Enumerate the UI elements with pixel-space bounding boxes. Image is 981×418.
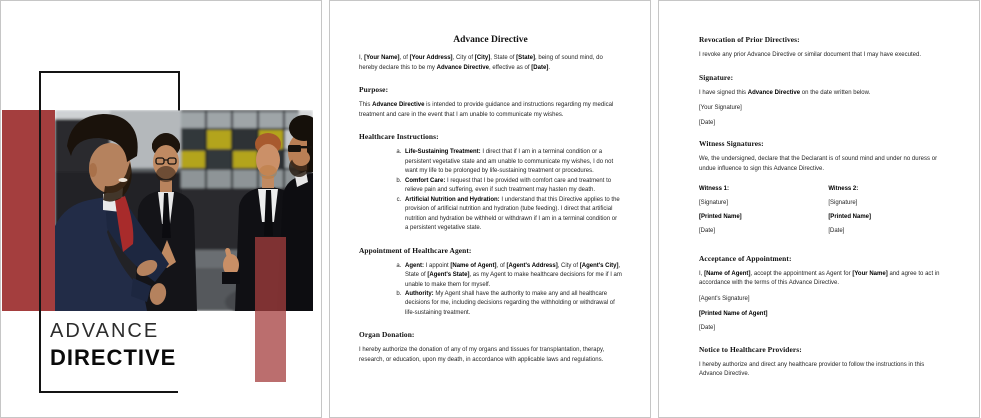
placeholder-token: [Name of Agent] (450, 262, 497, 269)
placeholder-token: Authority: (405, 291, 434, 297)
maroon-accent-right (255, 237, 286, 382)
placeholder-token: Comfort Care: (405, 177, 446, 184)
text-run: , of (399, 55, 410, 61)
section-heading: Acceptance of Appointment: (699, 253, 792, 263)
field-line (828, 214, 943, 222)
field-line (699, 200, 828, 208)
text-run: [Your Signature] (699, 105, 742, 112)
placeholder-token: [Your Address] (409, 55, 453, 61)
cover-title (50, 320, 176, 370)
frame-outline-bottom (39, 391, 178, 393)
paragraph (699, 155, 943, 174)
text-run: I revoke any prior Advance Directive or similar document that I may have executed. (699, 52, 922, 58)
page-1-cover[interactable] (0, 0, 322, 418)
list-item (403, 290, 622, 318)
section-heading: Appointment of Healthcare Agent: (359, 245, 472, 255)
text-run: I have signed this (699, 89, 748, 96)
placeholder-token: [Agent's Address] (506, 262, 558, 269)
text-run: I direct that if I am in a terminal condition or a persistent vegetative state and am unable to communicate my wishes, I do not want my life to be prolonged by life-sustaining treatment or procedures. (405, 149, 614, 175)
placeholder-token: Advance Directive (436, 64, 489, 71)
list-item (403, 262, 622, 290)
placeholder-token: Witness 2: (828, 185, 859, 192)
placeholder-token: [Your Name] (852, 270, 888, 277)
placeholder-token: [Your Name] (364, 55, 400, 61)
text-run: [Agent's Signature] (699, 296, 750, 303)
text-run: [Signature] (699, 199, 729, 206)
placeholder-token: Advance Directive (747, 89, 801, 96)
text-run: , of (496, 262, 507, 269)
text-run: and agree to act in accordance with the terms of this Advance Directive. (699, 270, 940, 287)
paragraph (359, 101, 622, 120)
placeholder-token: [State] (516, 55, 535, 61)
text-run: , State of (490, 55, 517, 61)
section-heading: Revocation of Prior Directives: (699, 35, 800, 44)
page-3[interactable] (658, 0, 980, 418)
field-line (828, 228, 943, 236)
placeholder-token: Artificial Nutrition and Hydration: (405, 196, 500, 203)
placeholder-token: [Agent's State] (427, 272, 470, 279)
paragraph (699, 51, 943, 61)
field-line (699, 120, 943, 128)
text-run: on the date written below. (800, 89, 871, 96)
placeholder-token: [Date] (531, 64, 549, 71)
text-run: We, the undersigned, declare that the Declarant is of sound mind and under no duress or undue influence to sign this Advance Directive. (699, 156, 938, 172)
witness-column (699, 179, 828, 242)
placeholder-token: [Printed Name] (699, 213, 742, 220)
lettered-list (359, 148, 622, 233)
placeholder-token: Advance Directive (372, 102, 425, 109)
text-run: , accept the appointment as Agent for (750, 270, 853, 277)
cover-title-line2: DIRECTIVE (50, 345, 177, 370)
text-run: I, (359, 55, 365, 61)
paragraph (359, 346, 622, 365)
placeholder-token: Agent: (405, 262, 424, 269)
section-heading: Witness Signatures: (699, 139, 764, 149)
placeholder-token: [Printed Name of Agent] (699, 310, 768, 317)
frame-outline-left (39, 71, 41, 393)
section-heading: Signature: (699, 72, 734, 82)
cover-title-line1: ADVANCE (50, 320, 160, 342)
text-run: , effective as of (489, 64, 532, 71)
text-run: My Agent shall have the authority to make any and all healthcare decisions for me, including decisions regarding the withholding or withdrawal of life-sustaining treatment. (405, 291, 615, 316)
placeholder-token: Witness 1: (699, 185, 729, 192)
maroon-accent-left (2, 110, 55, 311)
text-run: , City of (452, 55, 475, 61)
placeholder-token: [City] (474, 55, 491, 61)
text-run: is intended to provide guidance and instructions regarding my medical treatment and care in the event that I am unable to communicate my wishes. (359, 102, 614, 118)
field-line (699, 311, 943, 319)
text-run: I hereby authorize and direct any healthcare provider to follow the instructions in this Advance Directive. (699, 361, 925, 378)
frame-outline-top (39, 71, 180, 73)
text-run: , City of (557, 262, 580, 269)
field-line (828, 200, 943, 208)
text-run: I appoint (424, 262, 451, 269)
text-run: [Date] (828, 227, 845, 234)
paragraph (699, 89, 943, 99)
text-run: I hereby authorize the donation of any of my organs and tissues for transplantation, therapy, research, or education, upon my death, in accordance with applicable laws and regulations. (359, 347, 605, 363)
paragraph (699, 270, 943, 289)
list-item (403, 148, 622, 176)
text-run: This (359, 102, 373, 109)
text-run: [Signature] (828, 199, 858, 206)
text-run: I request that I be provided with comfort care and treatment to relieve pain and suffering, even if such treatment may hasten my death. (405, 177, 612, 194)
lettered-list (359, 262, 622, 319)
field-line (699, 296, 943, 304)
list-item (403, 177, 622, 196)
paragraph (359, 54, 622, 73)
document-title: Advance Directive (453, 35, 528, 45)
placeholder-token: [Name of Agent] (704, 270, 751, 277)
field-line (699, 228, 828, 236)
field-line (699, 105, 943, 113)
section-heading: Notice to Healthcare Providers: (699, 344, 802, 354)
text-run: [Date] (699, 119, 716, 126)
text-run: I, (699, 270, 705, 277)
list-item (403, 196, 622, 234)
paragraph (699, 361, 943, 380)
text-run: [Date] (699, 325, 716, 332)
frame-outline-right (178, 71, 180, 111)
placeholder-token: [Agent's City] (579, 262, 619, 269)
text-run: . (548, 64, 551, 71)
field-line (699, 214, 828, 222)
field-line (699, 186, 828, 194)
text-run: I understand that this Directive applies to the provision of artificial nutrition and hydration (tube feeding). I direct that artificial nutrition and hydration be withheld or withdrawn if I am in a terminal condition or a persistent vegetative state. (405, 196, 620, 232)
section-heading: Healthcare Instructions: (359, 132, 439, 142)
witness-columns (699, 179, 943, 242)
page-2[interactable] (329, 0, 651, 418)
text-run: , being of sound mind, do hereby declare this to be my (359, 55, 603, 71)
placeholder-token: Life-Sustaining Treatment: (405, 149, 481, 156)
witness-column (828, 179, 943, 242)
placeholder-token: [Printed Name] (828, 213, 871, 220)
field-line (699, 325, 943, 333)
text-run: , as my Agent to make healthcare decisions for me if I am unable to make them for myself. (405, 272, 622, 288)
field-line (828, 186, 943, 194)
section-heading: Purpose: (359, 85, 389, 95)
section-heading: Organ Donation: (359, 330, 415, 340)
text-run: , State of (405, 262, 621, 279)
text-run: [Date] (699, 227, 716, 234)
